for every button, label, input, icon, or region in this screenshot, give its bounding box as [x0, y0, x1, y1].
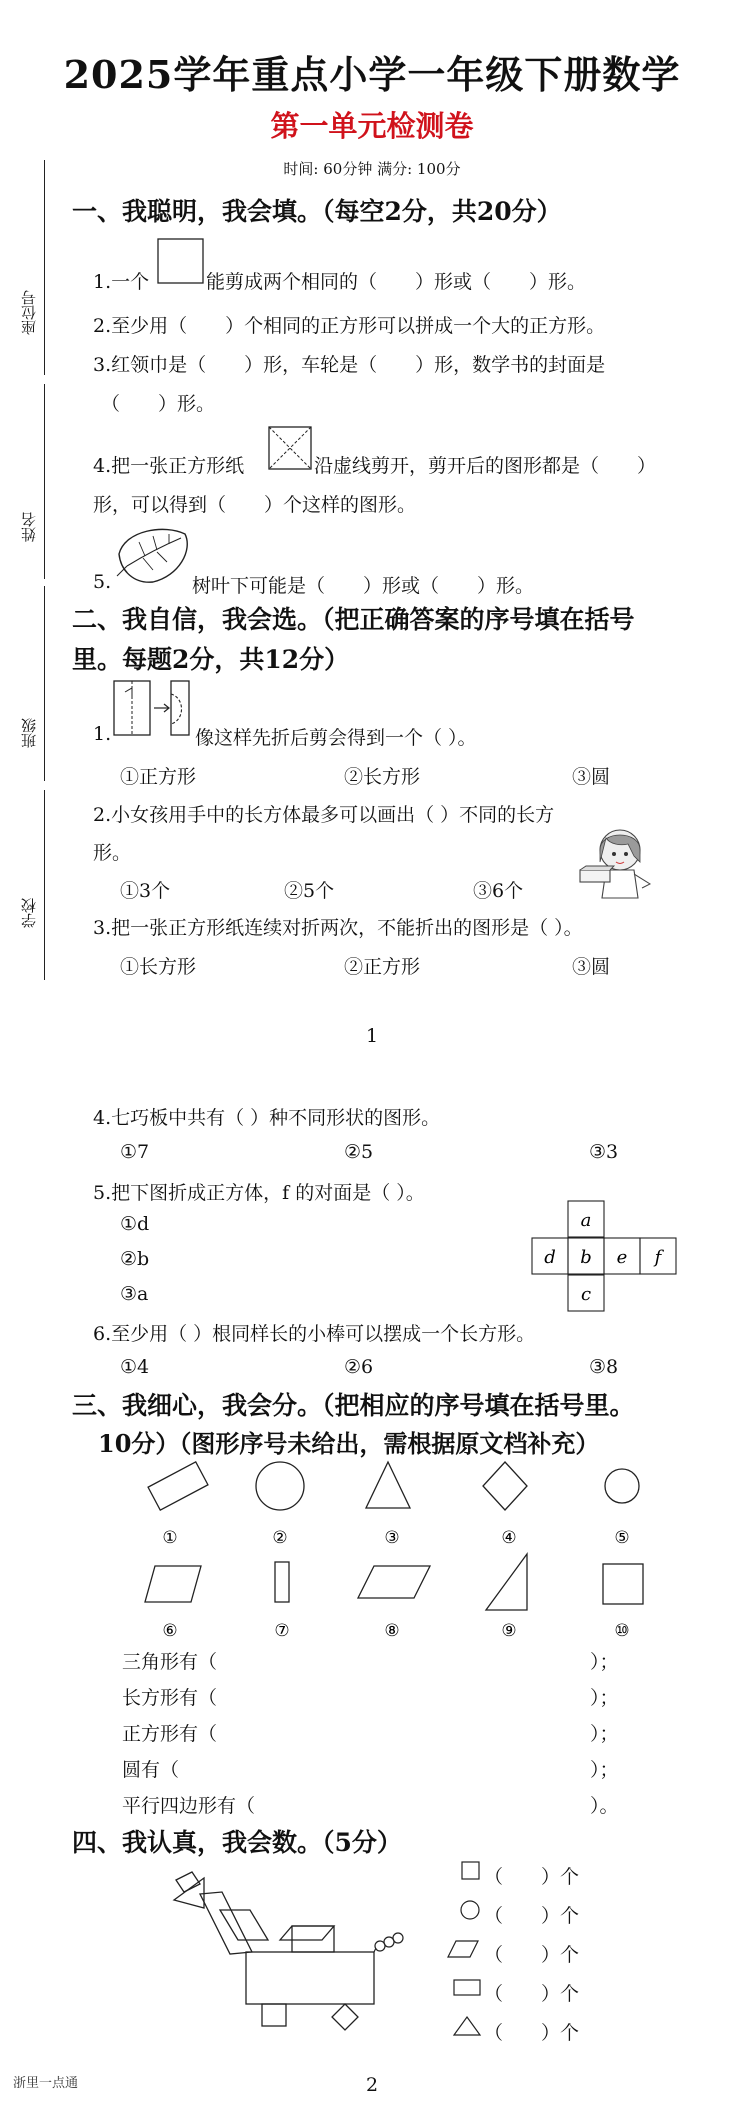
s2-q5-opt1: ①d — [120, 1213, 150, 1235]
fold-cut-figure — [113, 680, 193, 736]
page-number-2: 2 — [365, 2074, 379, 2096]
shape-9-triangle — [486, 1554, 527, 1610]
girl-with-box-illustration — [578, 826, 660, 904]
net-face-e: e — [616, 1247, 628, 1268]
class-label: 班级 — [20, 718, 38, 748]
s1-q4-text: 沿虚线剪开，剪开后的图形都是（ ） — [314, 455, 657, 477]
shape-label-5: ⑤ — [614, 1528, 630, 1548]
shape-1-rectangle — [148, 1462, 208, 1510]
count-triangle-icon — [452, 2014, 482, 2038]
net-face-a: a — [580, 1210, 592, 1231]
s2-q1-opt3: ③圆 — [572, 766, 611, 788]
s1-q1-text: 能剪成两个相同的（ ）形或（ ）形。 — [206, 271, 587, 293]
s1-q3-line1: 3.红领巾是（ ）形，车轮是（ ）形，数学书的封面是 — [93, 354, 606, 376]
s2-q2-line1: 2.小女孩用手中的长方体最多可以画出（ ）不同的长方 — [93, 804, 555, 826]
category-parallelograms-end: ）。 — [590, 1795, 619, 1817]
shape-horse-picture — [170, 1870, 410, 2050]
section3-heading-1: 三、我细心，我会分。（把相应的序号填在括号里。 — [72, 1391, 635, 1420]
category-triangles: 三角形有（ — [122, 1651, 218, 1673]
net-face-d: d — [544, 1247, 556, 1268]
s2-q1-num: 1. — [93, 723, 112, 745]
s1-q1-prefix: 1.一个 — [93, 271, 150, 293]
shape-label-3: ③ — [384, 1528, 400, 1548]
s2-q2-line2: 形。 — [93, 842, 132, 864]
category-squares-end: ）； — [590, 1723, 619, 1745]
net-face-b: b — [580, 1247, 592, 1268]
shape-label-1: ① — [162, 1528, 178, 1548]
square-figure — [157, 238, 204, 284]
shape-label-10: ⑩ — [614, 1621, 630, 1641]
cube-net — [530, 1200, 678, 1314]
shape-5-circle — [605, 1469, 639, 1503]
shape-label-2: ② — [272, 1528, 288, 1548]
s1-q5-num: 5. — [93, 571, 112, 593]
s1-q4-prefix: 4.把一张正方形纸 — [93, 455, 245, 477]
footer-brand: 浙里一点通 — [13, 2076, 79, 2091]
count-circle: （ ）个 — [484, 1905, 580, 1927]
section4-heading: 四、我认真，我会数。（5分） — [72, 1828, 402, 1857]
category-parallelograms: 平行四边形有（ — [122, 1795, 256, 1817]
s2-q3-opt3: ③圆 — [572, 956, 611, 978]
shape-label-4: ④ — [501, 1528, 517, 1548]
s2-q1-opt1: ①正方形 — [120, 766, 197, 788]
s2-q4-opt2: ②5 — [344, 1141, 374, 1163]
category-circles-end: ）； — [590, 1759, 619, 1781]
s1-q5-text: 树叶下可能是（ ）形或（ ）形。 — [192, 575, 535, 597]
binding-line-seat — [44, 160, 45, 375]
s2-q2-opt1: ①3个 — [120, 880, 171, 902]
s2-q2-opt3: ③6个 — [473, 880, 524, 902]
s2-q4-opt1: ①7 — [120, 1141, 150, 1163]
category-circles: 圆有（ — [122, 1759, 180, 1781]
net-face-f: f — [654, 1247, 662, 1268]
page-number-1: 1 — [365, 1025, 379, 1047]
s2-q5-opt2: ②b — [120, 1248, 150, 1270]
count-rectangle: （ ）个 — [484, 1983, 580, 2005]
square-diagonal-icon — [268, 426, 312, 470]
shape-label-7: ⑦ — [274, 1621, 290, 1641]
school-label: 学校 — [20, 898, 38, 928]
shape-6-parallelogram — [145, 1566, 201, 1602]
count-parallelogram: （ ）个 — [484, 1944, 580, 1966]
shape-label-9: ⑨ — [501, 1621, 517, 1641]
shapes-figure — [130, 1460, 690, 1650]
exam-meta: 时间: 60分钟 满分: 100分 — [283, 160, 461, 178]
s2-q6-opt2: ②6 — [344, 1356, 374, 1378]
s2-q3-opt2: ②正方形 — [344, 956, 421, 978]
shape-10-square — [603, 1564, 643, 1604]
shape-7-rectangle — [275, 1562, 289, 1602]
s2-q4: 4.七巧板中共有（ ）种不同形状的图形。 — [93, 1107, 441, 1129]
net-face-c: c — [580, 1284, 592, 1305]
s2-q6-opt1: ①4 — [120, 1356, 150, 1378]
shape-label-6: ⑥ — [162, 1621, 178, 1641]
count-parallelogram-icon — [446, 1937, 480, 1961]
count-square-icon — [458, 1859, 482, 1883]
category-rectangles-end: ）； — [590, 1687, 619, 1709]
category-squares: 正方形有（ — [122, 1723, 218, 1745]
category-triangles-end: ）； — [590, 1651, 619, 1673]
category-rectangles: 长方形有（ — [122, 1687, 218, 1709]
s2-q4-opt3: ③3 — [589, 1141, 619, 1163]
count-circle-icon — [458, 1898, 482, 1922]
shape-4-square — [483, 1462, 527, 1510]
count-square: （ ）个 — [484, 1866, 580, 1888]
s2-q6-opt3: ③8 — [589, 1356, 619, 1378]
section2-heading-1: 二、我自信，我会选。（把正确答案的序号填在括号 — [72, 605, 635, 634]
s2-q1-text: 像这样先折后剪会得到一个（ ）。 — [195, 727, 477, 749]
binding-line-name — [44, 384, 45, 579]
s2-q5: 5.把下图折成正方体，f 的对面是（ ）。 — [93, 1182, 425, 1204]
binding-line-school — [44, 790, 45, 980]
page-title: 2025学年重点小学一年级下册数学 — [63, 52, 681, 97]
shape-3-triangle — [366, 1462, 410, 1508]
page-subtitle: 第一单元检测卷 — [270, 109, 474, 143]
shape-label-8: ⑧ — [384, 1621, 400, 1641]
binding-line-class — [44, 586, 45, 781]
s2-q3-opt1: ①长方形 — [120, 956, 197, 978]
s2-q3: 3.把一张正方形纸连续对折两次，不能折出的图形是（ ）。 — [93, 917, 583, 939]
section3-heading-2: 10分）（图形序号未给出，需根据原文档补充） — [98, 1429, 600, 1458]
s2-q5-opt3: ③a — [120, 1283, 149, 1305]
count-triangle: （ ）个 — [484, 2022, 580, 2044]
seat-label: 座位号 — [20, 290, 38, 335]
leaf-icon — [113, 524, 193, 586]
s2-q2-opt2: ②5个 — [284, 880, 335, 902]
s1-q4-line2: 形，可以得到（ ）个这样的图形。 — [93, 494, 417, 516]
name-label: 姓名 — [20, 512, 38, 542]
shape-8-parallelogram — [358, 1566, 430, 1598]
count-rectangle-icon — [452, 1975, 482, 1999]
s1-q3-line2: （ ）形。 — [101, 393, 216, 415]
section2-heading-2: 里。每题2分，共12分） — [72, 645, 350, 674]
s1-q2: 2.至少用（ ）个相同的正方形可以拼成一个大的正方形。 — [93, 315, 606, 337]
section1-heading: 一、我聪明，我会填。（每空2分，共20分） — [72, 197, 562, 226]
s2-q1-opt2: ②长方形 — [344, 766, 421, 788]
shape-2-circle — [256, 1462, 304, 1510]
s2-q6: 6.至少用（ ）根同样长的小棒可以摆成一个长方形。 — [93, 1323, 536, 1345]
